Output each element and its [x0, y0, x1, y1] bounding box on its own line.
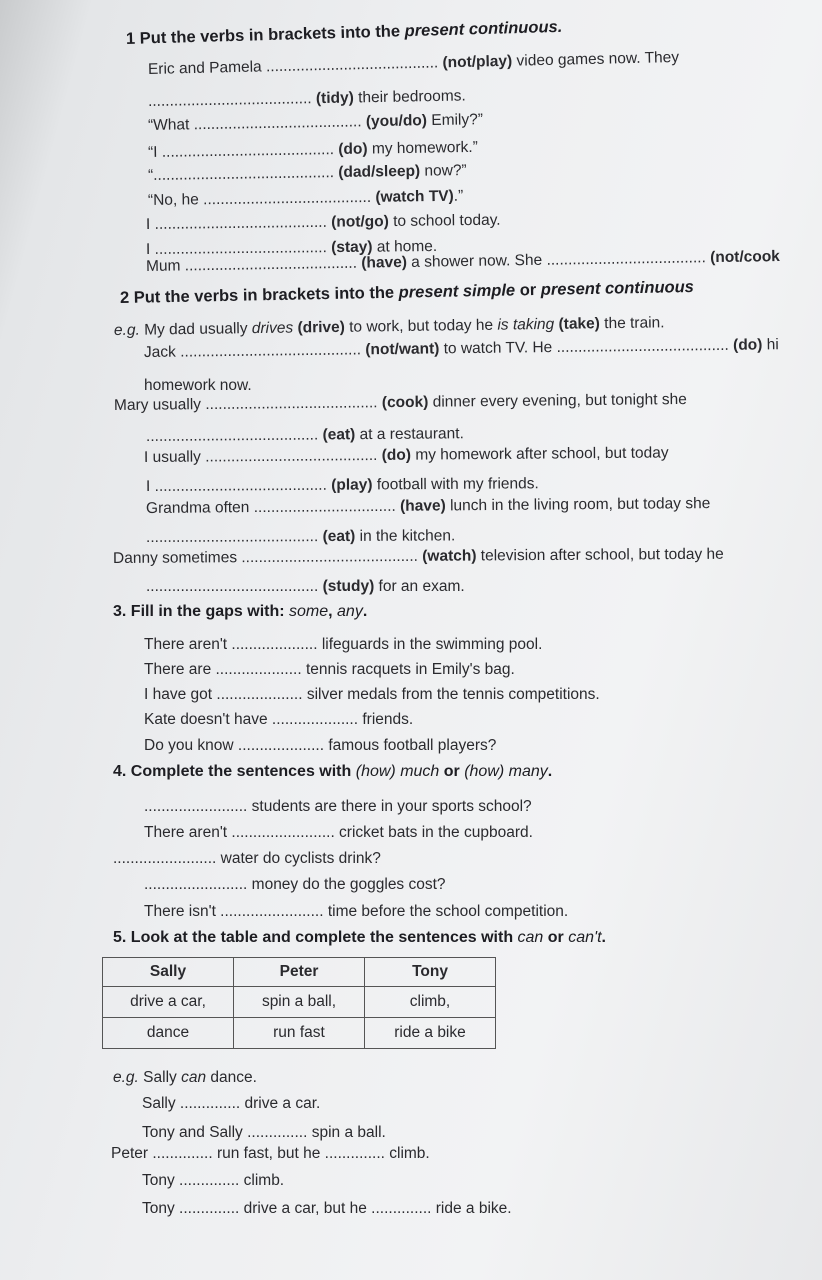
exercise-line	[148, 139, 478, 162]
ex4-heading	[113, 763, 552, 781]
line-text: Mum ........................................	[145, 254, 362, 275]
verb-prompt: (not/go)	[331, 213, 389, 231]
ex3-title: 3. Fill in the gaps with:	[113, 603, 290, 620]
ex2-eg-verb2: (take)	[554, 315, 601, 333]
ex4-title: 4. Complete the sentences with	[113, 763, 356, 780]
line-text: I ........................................	[145, 213, 332, 233]
ex5-example	[113, 1069, 257, 1087]
line-text: ........................................	[145, 426, 323, 445]
ex5-eg-label: e.g.	[113, 1069, 139, 1086]
ex5-can: can	[517, 929, 544, 946]
table-cell: dance	[103, 1018, 234, 1049]
exercise-line: There isn't ........................ time before the school competition.	[144, 903, 569, 920]
table-row	[103, 987, 496, 1018]
line-text: at home.	[372, 237, 438, 256]
ex2-eg-text2: to work, but today he	[344, 316, 498, 336]
line-text: ........................................	[146, 578, 323, 595]
table-cell: ride a bike	[365, 1018, 496, 1049]
ex4-period: .	[547, 763, 553, 780]
ex1-title: 1 Put the verbs in brackets into the	[125, 22, 405, 48]
exercise-line: Kate doesn't have .................... friends.	[144, 711, 414, 728]
line-text: Jack ..........................................	[143, 341, 366, 361]
verb-prompt: (not/cook	[709, 248, 781, 267]
ex5-title: 5. Look at the table and complete the sentences with	[113, 929, 518, 946]
line-text: at a restaurant.	[355, 425, 464, 444]
exercise-line: Tony .............. drive a car, but he .............. ride a bike.	[142, 1200, 512, 1217]
exercise-line	[146, 425, 464, 446]
line-text: “No, he .......................................	[147, 188, 376, 209]
verb-prompt: (eat)	[322, 527, 356, 546]
ex4-how-much: (how) much	[355, 763, 440, 780]
verb-prompt: (you/do)	[365, 112, 428, 131]
exercise-line	[148, 162, 467, 185]
header-peter: Peter	[234, 958, 365, 987]
line-text: Mary usually ........................................	[113, 394, 382, 414]
verb-prompt: (do)	[381, 446, 412, 464]
line-text: Eric and Pamela ........................................	[147, 54, 443, 78]
line-text: to school today.	[388, 211, 501, 231]
line-text: in the kitchen.	[355, 527, 456, 545]
line-text: “What .......................................	[147, 113, 367, 134]
ex2-title-tense1: present simple	[398, 281, 516, 302]
verb-prompt: (play)	[331, 476, 373, 494]
exercise-line	[146, 495, 710, 518]
verb-prompt: (have)	[400, 497, 446, 515]
exercise-line	[144, 444, 669, 467]
verb-prompt: (stay)	[331, 238, 373, 257]
line-text: television after school, but today he	[476, 545, 724, 565]
exercise-line: There aren't .................... lifeguards in the swimming pool.	[144, 636, 543, 653]
line-text: Grandma often .................................	[145, 497, 401, 517]
line-text: to watch TV. He ........................................	[439, 336, 734, 358]
exercise-line: Do you know .................... famous football players?	[144, 737, 497, 754]
exercise-line	[148, 49, 679, 79]
line-text: Emily?”	[426, 111, 484, 130]
ex2-title: 2 Put the verbs in brackets into the	[119, 283, 399, 307]
exercise-line	[146, 578, 465, 596]
exercise-line	[148, 188, 463, 210]
line-text: my homework.”	[367, 138, 478, 158]
table-cell: drive a car,	[103, 987, 234, 1018]
verb-prompt: (not/want)	[365, 340, 440, 359]
ex2-eg-text3: the train.	[599, 314, 665, 333]
ex1-heading	[126, 18, 563, 48]
ex3-word-any: any	[337, 603, 363, 620]
ex3-comma: ,	[328, 603, 338, 620]
exercise-line: Tony and Sally .............. spin a ball.	[142, 1124, 386, 1141]
ex5-heading	[113, 929, 606, 947]
line-text: I usually ........................................	[143, 446, 382, 466]
line-text: .”	[453, 187, 464, 205]
exercise-line: Sally .............. drive a car.	[142, 1095, 321, 1112]
line-text: homework now.	[144, 377, 252, 394]
exercise-line	[113, 546, 724, 568]
line-text: dinner every evening, but tonight she	[428, 391, 687, 411]
verb-prompt: (have)	[361, 253, 408, 272]
exercise-line	[146, 212, 501, 234]
line-text: a shower now. She .....................................	[406, 249, 711, 271]
exercise-line: ........................ money do the goggles cost?	[144, 876, 446, 893]
exercise-line	[148, 87, 466, 111]
ex5-eg-text2: dance.	[206, 1069, 257, 1086]
exercise-line	[144, 377, 252, 395]
line-text: I ........................................	[145, 476, 332, 495]
ex4-how-many: (how) many	[464, 763, 548, 780]
exercise-line: There aren't ........................ cricket bats in the cupboard.	[144, 824, 533, 841]
line-text: my homework after school, but today	[410, 444, 669, 464]
exercise-line: ........................ students are there in your sports school?	[144, 798, 532, 815]
ex4-or: or	[439, 763, 465, 780]
line-text: ........................................	[145, 528, 323, 546]
verb-prompt: (do)	[338, 140, 368, 159]
line-text: their bedrooms.	[353, 87, 466, 107]
ex2-title-or: or	[514, 280, 541, 300]
ex2-title-tense2: present continuous	[540, 277, 695, 299]
line-text: “I ........................................	[147, 141, 339, 161]
verb-prompt: (cook)	[381, 393, 429, 412]
verb-prompt: (do)	[733, 336, 763, 354]
line-text: video games now. They	[512, 48, 680, 70]
ex2-eg-verb1: (drive)	[293, 318, 345, 337]
exercise-line: There are .................... tennis racquets in Emily's bag.	[144, 661, 515, 678]
ex2-example	[114, 314, 665, 340]
exercise-line: Tony .............. climb.	[142, 1172, 285, 1189]
ex5-or: or	[543, 929, 569, 946]
exercise-line: Peter .............. run fast, but he .............. climb.	[111, 1145, 430, 1162]
ex1-title-tense: present continuous.	[404, 17, 563, 41]
table-cell: climb,	[365, 987, 496, 1018]
verb-prompt: (study)	[322, 578, 375, 595]
exercise-line: ........................ water do cyclists drink?	[113, 850, 381, 867]
verb-prompt: (tidy)	[315, 89, 354, 108]
verb-prompt: (watch)	[422, 547, 477, 565]
header-tony: Tony	[365, 958, 496, 987]
header-sally: Sally	[103, 958, 234, 987]
verb-prompt: (dad/sleep)	[338, 162, 421, 182]
ex5-cant: can't	[568, 929, 602, 946]
table-cell: run fast	[234, 1018, 365, 1049]
ex3-period: .	[362, 603, 368, 620]
verb-prompt: (eat)	[322, 426, 356, 444]
line-text: ......................................	[147, 90, 317, 110]
ex2-eg-answer2: is taking	[497, 315, 555, 334]
line-text: Danny sometimes .........................................	[112, 547, 423, 567]
ex5-eg-text: Sally	[138, 1069, 182, 1086]
line-text: now?”	[419, 161, 467, 180]
verb-prompt: (watch TV)	[375, 187, 454, 206]
exercise-line	[146, 527, 455, 547]
line-text: football with my friends.	[372, 475, 539, 494]
ex5-eg-answer: can	[181, 1069, 207, 1086]
line-text: I ........................................	[145, 239, 332, 258]
ex3-heading	[113, 603, 367, 621]
ex2-eg-label: e.g.	[113, 321, 140, 339]
line-text: for an exam.	[374, 578, 465, 595]
exercise-line	[146, 475, 539, 496]
line-text: hi	[762, 336, 779, 354]
exercise-line	[144, 336, 779, 362]
exercise-line: I have got .................... silver medals from the tennis competitions.	[144, 686, 600, 703]
table-row	[103, 1018, 496, 1049]
ex3-word-some: some	[289, 603, 329, 620]
exercise-line	[148, 111, 483, 135]
table-cell: spin a ball,	[234, 987, 365, 1018]
verb-prompt: (not/play)	[442, 52, 513, 72]
ex2-heading	[120, 278, 694, 307]
ex5-period: .	[601, 929, 606, 946]
abilities-table	[102, 957, 496, 1049]
line-text: lunch in the living room, but today she	[445, 495, 711, 515]
table-header-row	[103, 958, 496, 987]
ex2-eg-text: My dad usually	[139, 320, 252, 339]
ex2-eg-answer1: drives	[251, 319, 294, 338]
line-text: “..........................................	[147, 164, 339, 184]
